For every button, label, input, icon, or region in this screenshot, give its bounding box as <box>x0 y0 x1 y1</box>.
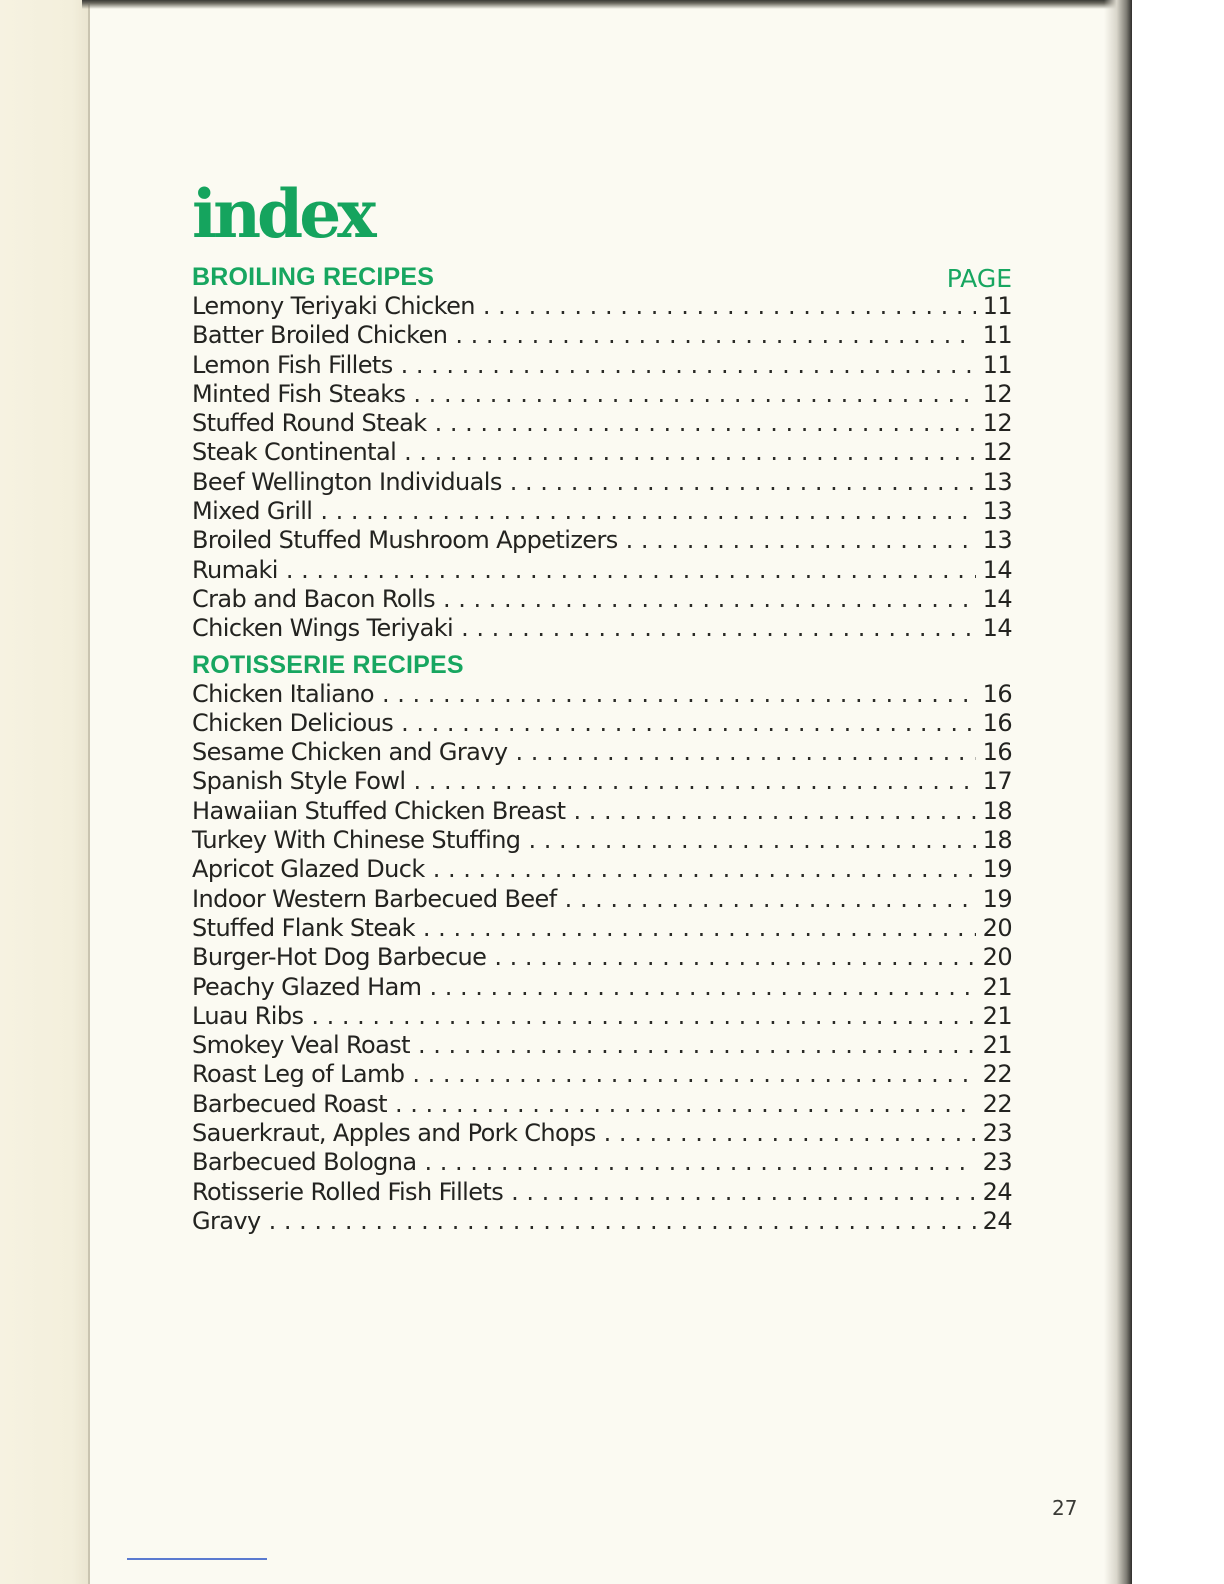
entry-name: Chicken Delicious <box>192 708 394 737</box>
entry-page-number: 24 <box>982 1177 1012 1206</box>
section-header <box>192 262 1012 292</box>
section-broiling <box>192 262 1012 644</box>
dot-leader <box>565 885 976 914</box>
entry-name: Burger-Hot Dog Barbecue <box>192 943 487 972</box>
entry-page-number: 24 <box>982 1206 1012 1235</box>
index-entry <box>192 1178 1012 1207</box>
entry-page-number: 12 <box>982 379 1012 408</box>
facing-page-edge <box>0 0 90 1584</box>
entry-page-number: 21 <box>982 1001 1012 1030</box>
entry-name: Apricot Glazed Duck <box>192 855 425 884</box>
entry-name: Peachy Glazed Ham <box>192 972 422 1001</box>
entry-page-number: 23 <box>982 1119 1012 1148</box>
index-entry <box>192 973 1012 1002</box>
entry-name: Beef Wellington Individuals <box>192 467 502 496</box>
entry-name: Broiled Stuffed Mushroom Appetizers <box>192 526 618 555</box>
index-entry <box>192 709 1012 738</box>
entry-page-number: 20 <box>982 943 1012 972</box>
entry-name: Stuffed Round Steak <box>192 409 427 438</box>
entry-name: Sesame Chicken and Gravy <box>192 738 508 767</box>
dot-leader <box>443 585 976 614</box>
index-entry <box>192 767 1012 796</box>
dot-leader <box>515 738 976 767</box>
dot-leader <box>510 468 976 497</box>
entry-name: Hawaiian Stuffed Chicken Breast <box>192 796 566 825</box>
entry-page-number: 14 <box>982 555 1012 584</box>
dot-leader <box>413 767 976 796</box>
entry-page-number: 11 <box>982 350 1012 379</box>
index-entry <box>192 855 1012 884</box>
index-entry <box>192 1119 1012 1148</box>
dot-leader <box>423 914 976 943</box>
entry-page-number: 16 <box>982 738 1012 767</box>
index-entry <box>192 680 1012 709</box>
dot-leader <box>461 614 976 643</box>
dot-leader <box>404 438 976 467</box>
entry-name: Gravy <box>192 1206 261 1235</box>
index-entry <box>192 738 1012 767</box>
index-entry <box>192 351 1012 380</box>
dot-leader <box>395 1090 976 1119</box>
index-entry <box>192 1060 1012 1089</box>
index-entry <box>192 380 1012 409</box>
section-header <box>192 650 1012 680</box>
entry-name: Rumaki <box>192 555 278 584</box>
entry-name: Indoor Western Barbecued Beef <box>192 884 557 913</box>
index-entry <box>192 943 1012 972</box>
dot-leader <box>455 321 976 350</box>
entry-name: Smokey Veal Roast <box>192 1031 410 1060</box>
entry-name: Luau Ribs <box>192 1001 304 1030</box>
page-number: 27 <box>1052 1496 1078 1520</box>
entry-name: Chicken Wings Teriyaki <box>192 614 454 643</box>
entry-list <box>192 292 1012 644</box>
entry-page-number: 16 <box>982 679 1012 708</box>
entry-name: Crab and Bacon Rolls <box>192 584 435 613</box>
dot-leader <box>511 1178 976 1207</box>
entry-page-number: 16 <box>982 708 1012 737</box>
entry-page-number: 11 <box>982 321 1012 350</box>
dot-leader <box>604 1119 976 1148</box>
dot-leader <box>418 1031 976 1060</box>
index-entry <box>192 438 1012 467</box>
entry-page-number: 11 <box>982 292 1012 320</box>
index-entry <box>192 614 1012 643</box>
entry-name: Roast Leg of Lamb <box>192 1060 405 1089</box>
entry-name: Chicken Italiano <box>192 679 375 708</box>
index-entry <box>192 585 1012 614</box>
dot-leader <box>494 943 976 972</box>
entry-name: Stuffed Flank Steak <box>192 913 415 942</box>
entry-page-number: 21 <box>982 1031 1012 1060</box>
entry-name: Mixed Grill <box>192 497 313 526</box>
dot-leader <box>401 351 976 380</box>
entry-name: Lemony Teriyaki Chicken <box>192 292 475 320</box>
section-rotisserie <box>192 650 1012 1237</box>
index-entry <box>192 1031 1012 1060</box>
entry-page-number: 13 <box>982 526 1012 555</box>
index-entry <box>192 409 1012 438</box>
dot-leader <box>483 292 976 321</box>
dot-leader <box>401 709 976 738</box>
entry-page-number: 12 <box>982 438 1012 467</box>
index-entry <box>192 292 1012 321</box>
entry-name: Minted Fish Steaks <box>192 379 406 408</box>
index-entry <box>192 468 1012 497</box>
entry-page-number: 13 <box>982 467 1012 496</box>
entry-name: Batter Broiled Chicken <box>192 321 448 350</box>
index-content <box>192 175 1012 1236</box>
dot-leader <box>382 680 976 709</box>
index-entry <box>192 1090 1012 1119</box>
entry-name: Sauerkraut, Apples and Pork Chops <box>192 1119 596 1148</box>
entry-page-number: 17 <box>982 767 1012 796</box>
index-entry <box>192 885 1012 914</box>
entry-page-number: 14 <box>982 584 1012 613</box>
entry-page-number: 18 <box>982 826 1012 855</box>
entry-name: Rotisserie Rolled Fish Fillets <box>192 1177 504 1206</box>
index-entry <box>192 914 1012 943</box>
entry-page-number: 12 <box>982 409 1012 438</box>
section-title: BROILING RECIPES <box>192 263 435 291</box>
index-entry <box>192 497 1012 526</box>
entry-name: Turkey With Chinese Stuffing <box>192 826 521 855</box>
entry-page-number: 20 <box>982 913 1012 942</box>
entry-name: Barbecued Bologna <box>192 1148 417 1177</box>
dot-leader <box>528 826 976 855</box>
entry-name: Spanish Style Fowl <box>192 767 406 796</box>
dot-leader <box>433 855 976 884</box>
entry-list <box>192 680 1012 1237</box>
entry-page-number: 19 <box>982 855 1012 884</box>
entry-page-number: 14 <box>982 614 1012 643</box>
entry-page-number: 21 <box>982 972 1012 1001</box>
dot-leader <box>573 797 976 826</box>
page-title: index <box>192 175 373 253</box>
entry-name: Lemon Fish Fillets <box>192 350 393 379</box>
entry-page-number: 22 <box>982 1060 1012 1089</box>
index-entry <box>192 321 1012 350</box>
entry-page-number: 13 <box>982 497 1012 526</box>
index-entry <box>192 1002 1012 1031</box>
dot-leader <box>412 1060 976 1089</box>
section-title: ROTISSERIE RECIPES <box>192 650 464 679</box>
entry-page-number: 19 <box>982 884 1012 913</box>
top-edge-shadow <box>82 0 1130 9</box>
entry-page-number: 22 <box>982 1089 1012 1118</box>
entry-page-number: 18 <box>982 796 1012 825</box>
right-edge-shadow <box>1104 0 1132 1584</box>
page-column-label: PAGE <box>946 264 1012 293</box>
index-entry <box>192 797 1012 826</box>
scan-artifact-line <box>127 1558 267 1560</box>
dot-leader <box>320 497 976 526</box>
entry-name: Steak Continental <box>192 438 397 467</box>
dot-leader <box>435 409 976 438</box>
dot-leader <box>425 1148 976 1177</box>
dot-leader <box>269 1207 976 1236</box>
dot-leader <box>413 380 976 409</box>
dot-leader <box>626 526 976 555</box>
index-entry <box>192 526 1012 555</box>
dot-leader <box>311 1002 976 1031</box>
index-entry <box>192 826 1012 855</box>
index-entry <box>192 556 1012 585</box>
dot-leader <box>286 556 976 585</box>
dot-leader <box>429 973 976 1002</box>
index-entry <box>192 1207 1012 1236</box>
entry-page-number: 23 <box>982 1148 1012 1177</box>
entry-name: Barbecued Roast <box>192 1089 387 1118</box>
index-entry <box>192 1148 1012 1177</box>
